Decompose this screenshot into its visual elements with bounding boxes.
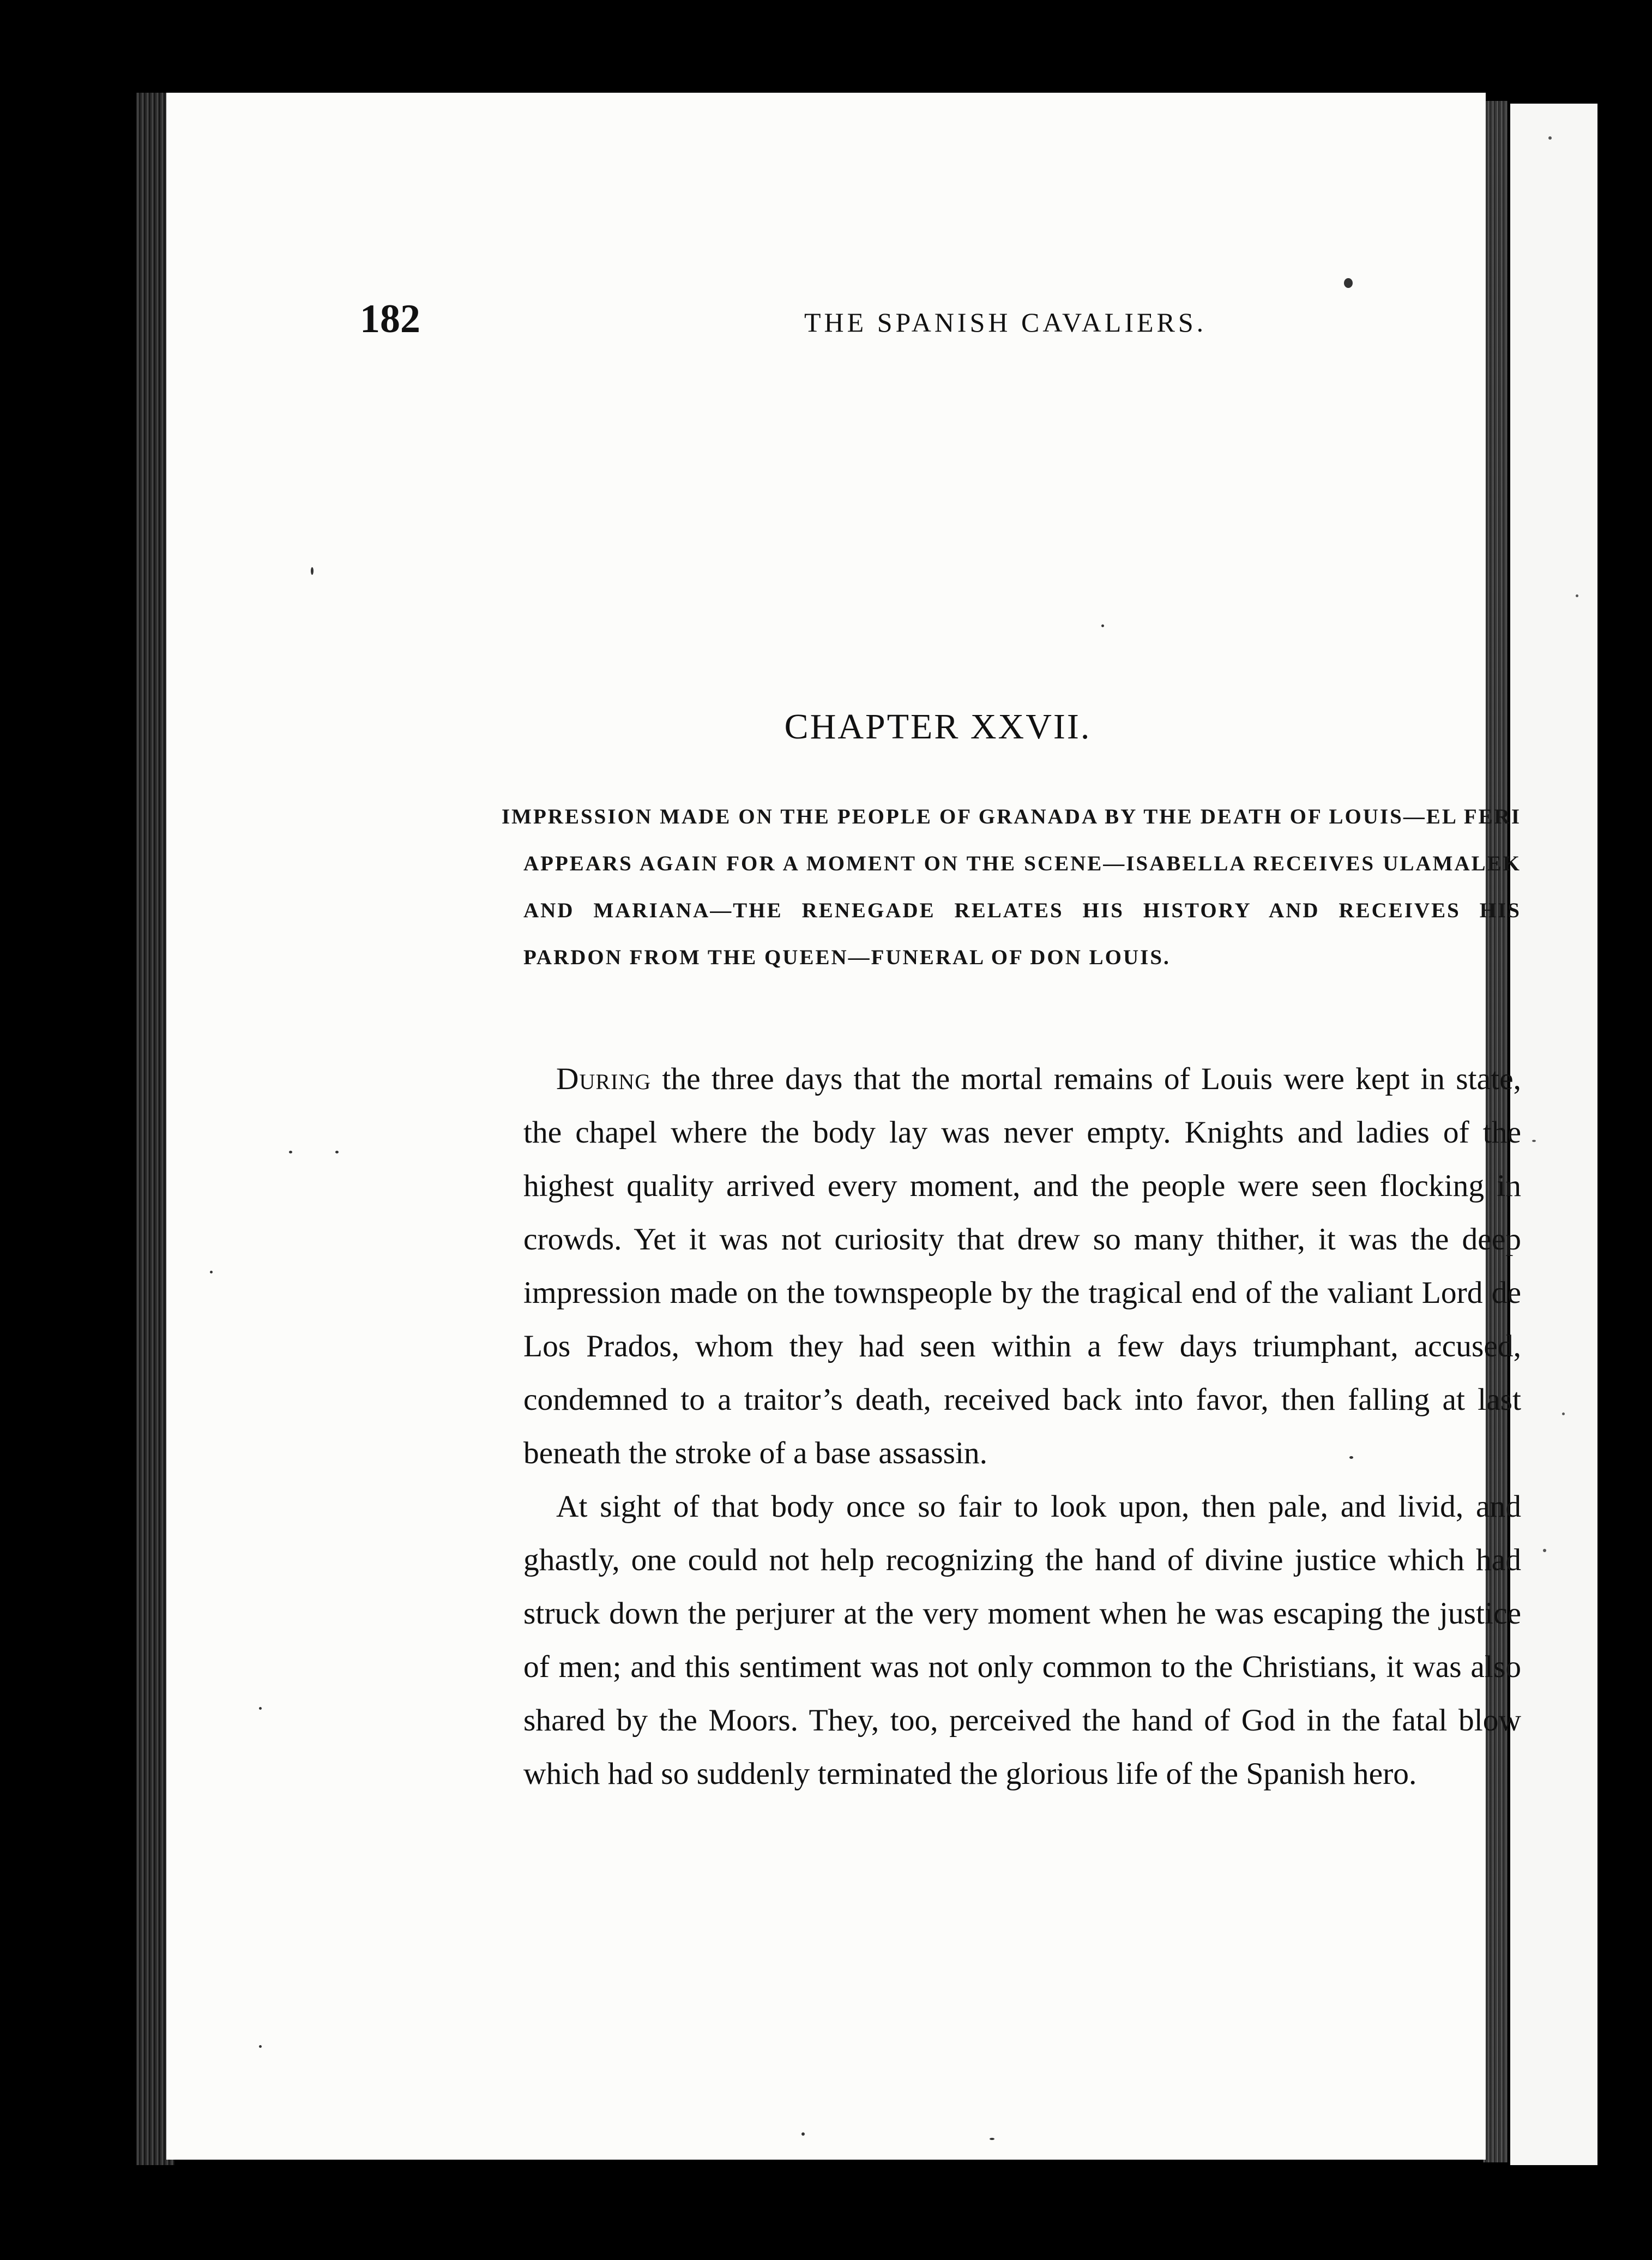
- opening-word: During: [556, 1062, 652, 1096]
- page-number: 182: [360, 297, 420, 341]
- facing-page-edge: [1510, 104, 1597, 2165]
- chapter-title: CHAPTER XXVII.: [784, 707, 1092, 747]
- paragraph-text: the three days that the mortal remains of Louis were kept in state, the chapel where the body lay was never empty. Knights and ladies of the highest quality arrived every moment, and the people were seen flocking in crowds. Yet it was not curiosity that drew so many thither, it was the deep impression made on the townspeople by the tragical end of the valiant Lord de Los Prados, whom they had seen within a few days triumphant, accused, condemned to a traitor’s death, received back into favor, then falling at last beneath the stroke of a base assassin.: [523, 1062, 1521, 1470]
- running-title: THE SPANISH CAVALIERS.: [804, 307, 1207, 338]
- running-head: [360, 294, 1516, 344]
- paragraph: At sight of that body once so fair to look upon, then pale, and livid, and ghastly, one could not help recognizing the hand of divine justice which had struck down the perjurer at the very moment when he was escaping the justice of men; and this sentiment was not only common to the Christians, it was also shared by the Moors. They, too, perceived the hand of God in the fatal blow which had so suddenly terminated the glorious life of the Spanish hero.: [523, 1489, 1521, 1791]
- book-page: [166, 93, 1521, 2160]
- paragraph: [523, 1053, 1521, 1480]
- chapter-body: [523, 1053, 1521, 1801]
- chapter-summary: IMPRESSION MADE ON THE PEOPLE OF GRANADA BY THE DEATH OF LOUIS—EL FERI APPEARS AGAIN FOR A MOMENT ON THE SCENE—ISABELLA RECEIVES ULAMALEK AND MARIANA—THE RENEGADE RELATES HIS HISTORY AND RECEIVES HIS PARDON FROM THE QUEEN—FUNERAL OF DON LOUIS.: [502, 805, 1521, 969]
